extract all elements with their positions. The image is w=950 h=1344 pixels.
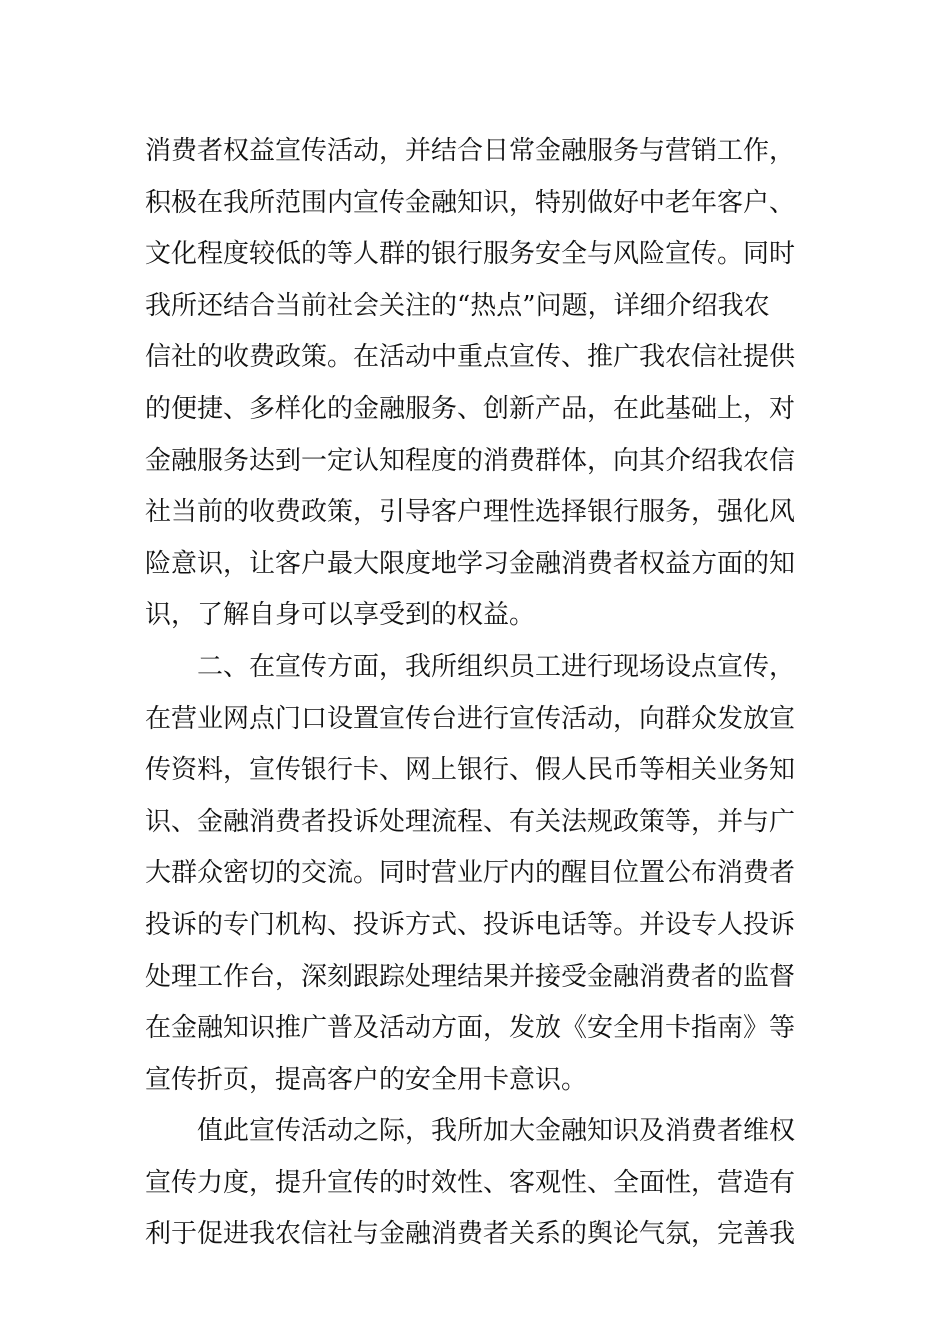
text-line: 传资料，宣传银行卡、网上银行、假人民币等相关业务知 [145,755,796,786]
text-line: 险意识，让客户最大限度地学习金融消费者权益方面的知 [145,548,796,579]
text-line: 利于促进我农信社与金融消费者关系的舆论气氛，完善我 [145,1219,796,1250]
text-line: 在营业网点门口设置宣传台进行宣传活动，向群众发放宣 [145,703,796,734]
text-line: 积极在我所范围内宣传金融知识，特别做好中老年客户、 [145,187,796,218]
text-line: 信社的收费政策。在活动中重点宣传、推广我农信社提供 [145,342,796,373]
text-line: 识、金融消费者投诉处理流程、有关法规政策等，并与广 [145,806,796,837]
text-line: 大群众密切的交流。同时营业厅内的醒目位置公布消费者 [145,858,796,889]
text-line: 金融服务达到一定认知程度的消费群体，向其介绍我农信 [145,445,796,476]
text-line: 消费者权益宣传活动，并结合日常金融服务与营销工作， [145,136,796,166]
text-line: 文化程度较低的等人群的银行服务安全与风险宣传。同时 [145,239,796,270]
text-line: 处理工作台，深刻跟踪处理结果并接受金融消费者的监督 [145,961,796,992]
paragraph-start-line: 二、在宣传方面，我所组织员工进行现场设点宣传， [197,651,796,682]
text-line: 投诉的专门机构、投诉方式、投诉电话等。并设专人投诉 [145,909,796,940]
text-line: 识，了解自身可以享受到的权益。 [145,600,536,631]
text-line: 的便捷、多样化的金融服务、创新产品，在此基础上，对 [145,393,796,424]
text-line: 我所还结合当前社会关注的“热点”问题，详细介绍我农 [145,290,770,321]
paragraph-start-line: 值此宣传活动之际，我所加大金融知识及消费者维权 [197,1116,796,1147]
text-line: 社当前的收费政策，引导客户理性选择银行服务，强化风 [145,497,796,528]
text-line: 在金融知识推广普及活动方面，发放《安全用卡指南》等 [145,1013,796,1044]
text-line: 宣传折页，提高客户的安全用卡意识。 [145,1064,588,1095]
body-text [145,126,811,1261]
text-line: 宣传力度，提升宣传的时效性、客观性、全面性，营造有 [145,1167,796,1198]
